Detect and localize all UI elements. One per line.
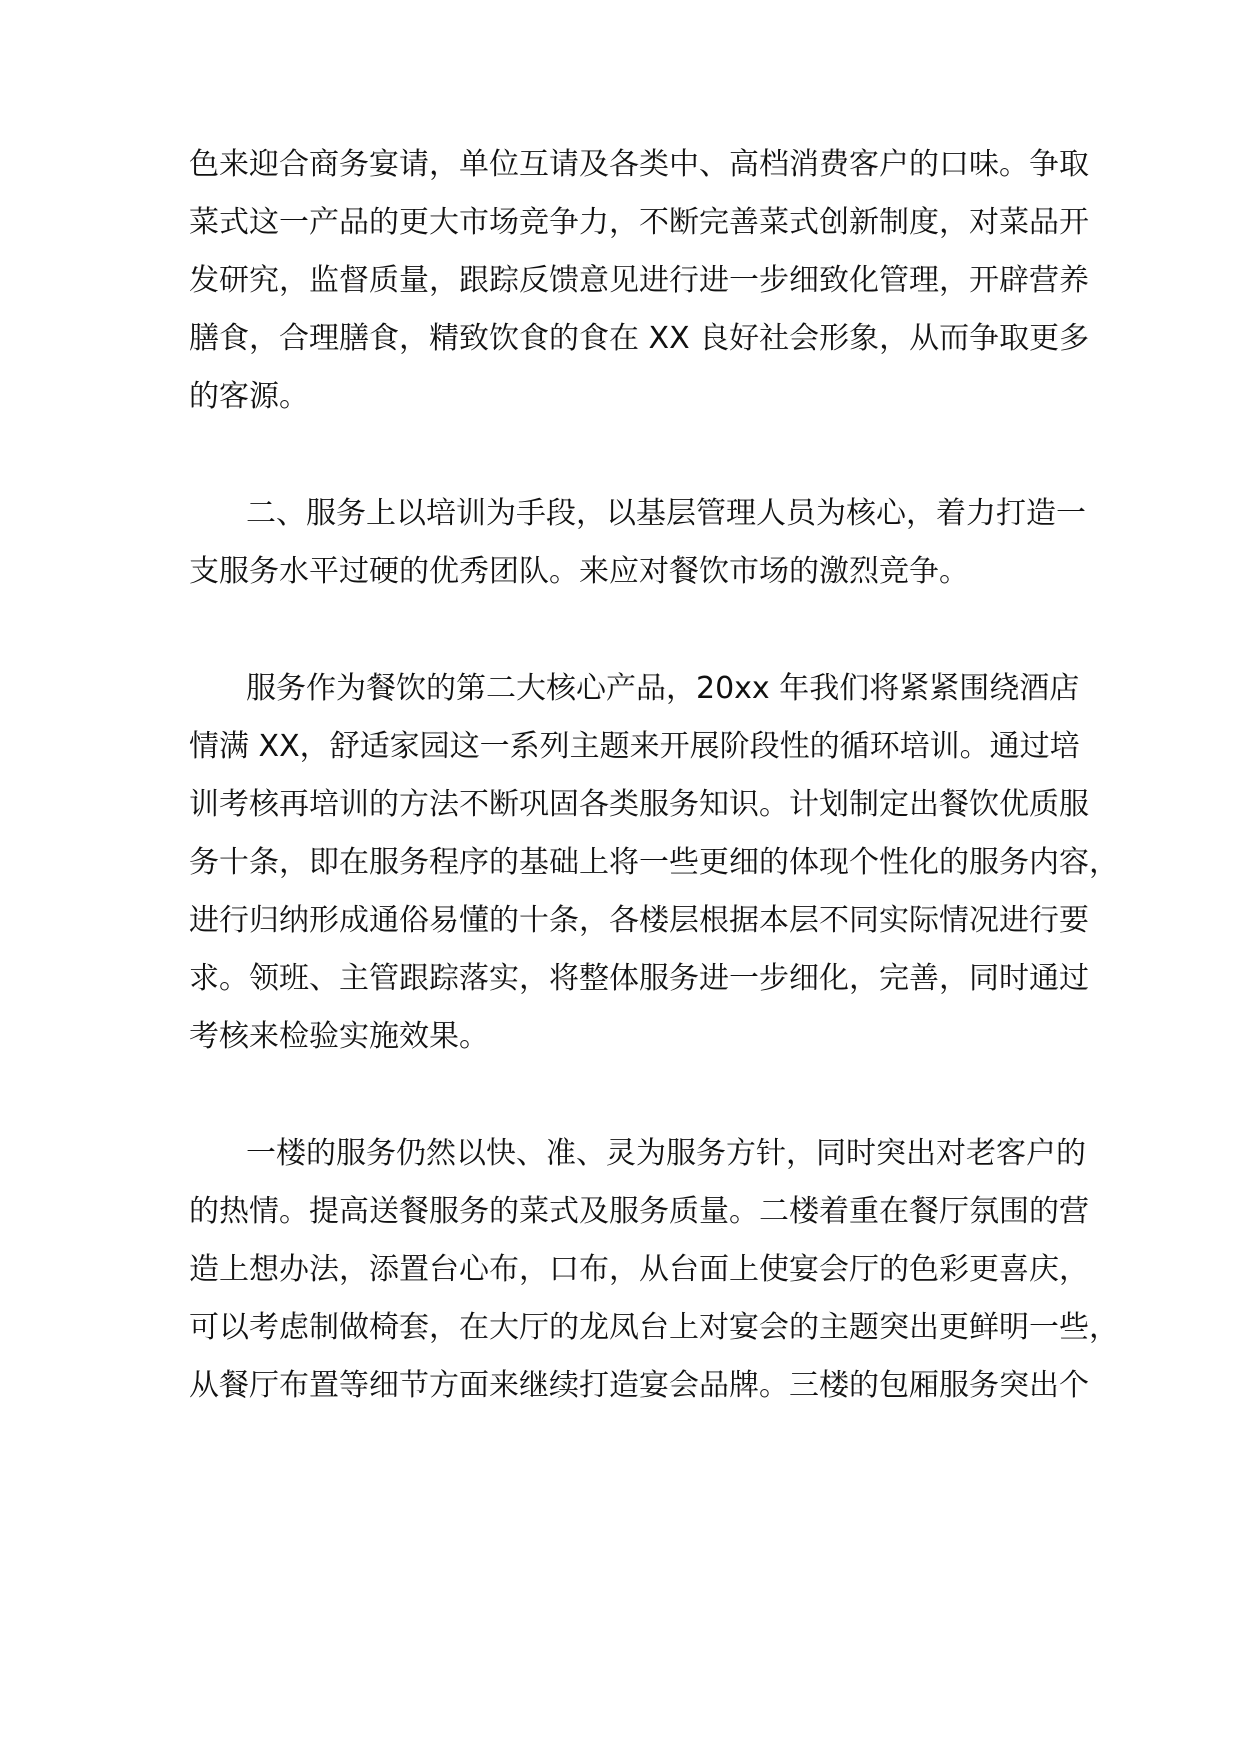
- text-line: 的客源。: [189, 379, 309, 414]
- text-line: 训考核再培训的方法不断巩固各类服务知识。计划制定出餐饮优质服: [189, 787, 1089, 822]
- text-line: 造上想办法，添置台心布，口布，从台面上使宴会厅的色彩更喜庆，: [189, 1252, 1089, 1287]
- text-line: 可以考虑制做椅套，在大厅的龙凤台上对宴会的主题突出更鲜明一些，: [189, 1310, 1119, 1345]
- text-line: 求。领班、主管跟踪落实，将整体服务进一步细化，完善，同时通过: [189, 961, 1089, 996]
- text-line: 进行归纳形成通俗易懂的十条，各楼层根据本层不同实际情况进行要: [189, 903, 1089, 938]
- text-line: 务十条，即在服务程序的基础上将一些更细的体现个性化的服务内容，: [189, 845, 1119, 880]
- text-line: 情满 XX，舒适家园这一系列主题来开展阶段性的循环培训。通过培: [189, 729, 1080, 764]
- text-line: 从餐厅布置等细节方面来继续打造宴会品牌。三楼的包厢服务突出个: [189, 1368, 1089, 1403]
- text-line: 膳食，合理膳食，精致饮食的食在 XX 良好社会形象，从而争取更多: [189, 321, 1090, 356]
- text-line: 支服务水平过硬的优秀团队。来应对餐饮市场的激烈竞争。: [189, 554, 969, 589]
- text-line: 发研究，监督质量，跟踪反馈意见进行进一步细致化管理，开辟营养: [189, 263, 1089, 298]
- text-line: 色来迎合商务宴请，单位互请及各类中、高档消费客户的口味。争取: [189, 147, 1089, 182]
- text-line: 菜式这一产品的更大市场竞争力，不断完善菜式创新制度，对菜品开: [189, 205, 1089, 240]
- paragraph-start: 服务作为餐饮的第二大核心产品，20xx 年我们将紧紧围绕酒店: [246, 671, 1080, 706]
- section-heading: 二、服务上以培训为手段，以基层管理人员为核心，着力打造一: [246, 496, 1086, 531]
- text-line: 的热情。提高送餐服务的菜式及服务质量。二楼着重在餐厅氛围的营: [189, 1194, 1089, 1229]
- paragraph-start: 一楼的服务仍然以快、准、灵为服务方针，同时突出对老客户的: [246, 1136, 1086, 1171]
- text-line: 考核来检验实施效果。: [189, 1019, 489, 1054]
